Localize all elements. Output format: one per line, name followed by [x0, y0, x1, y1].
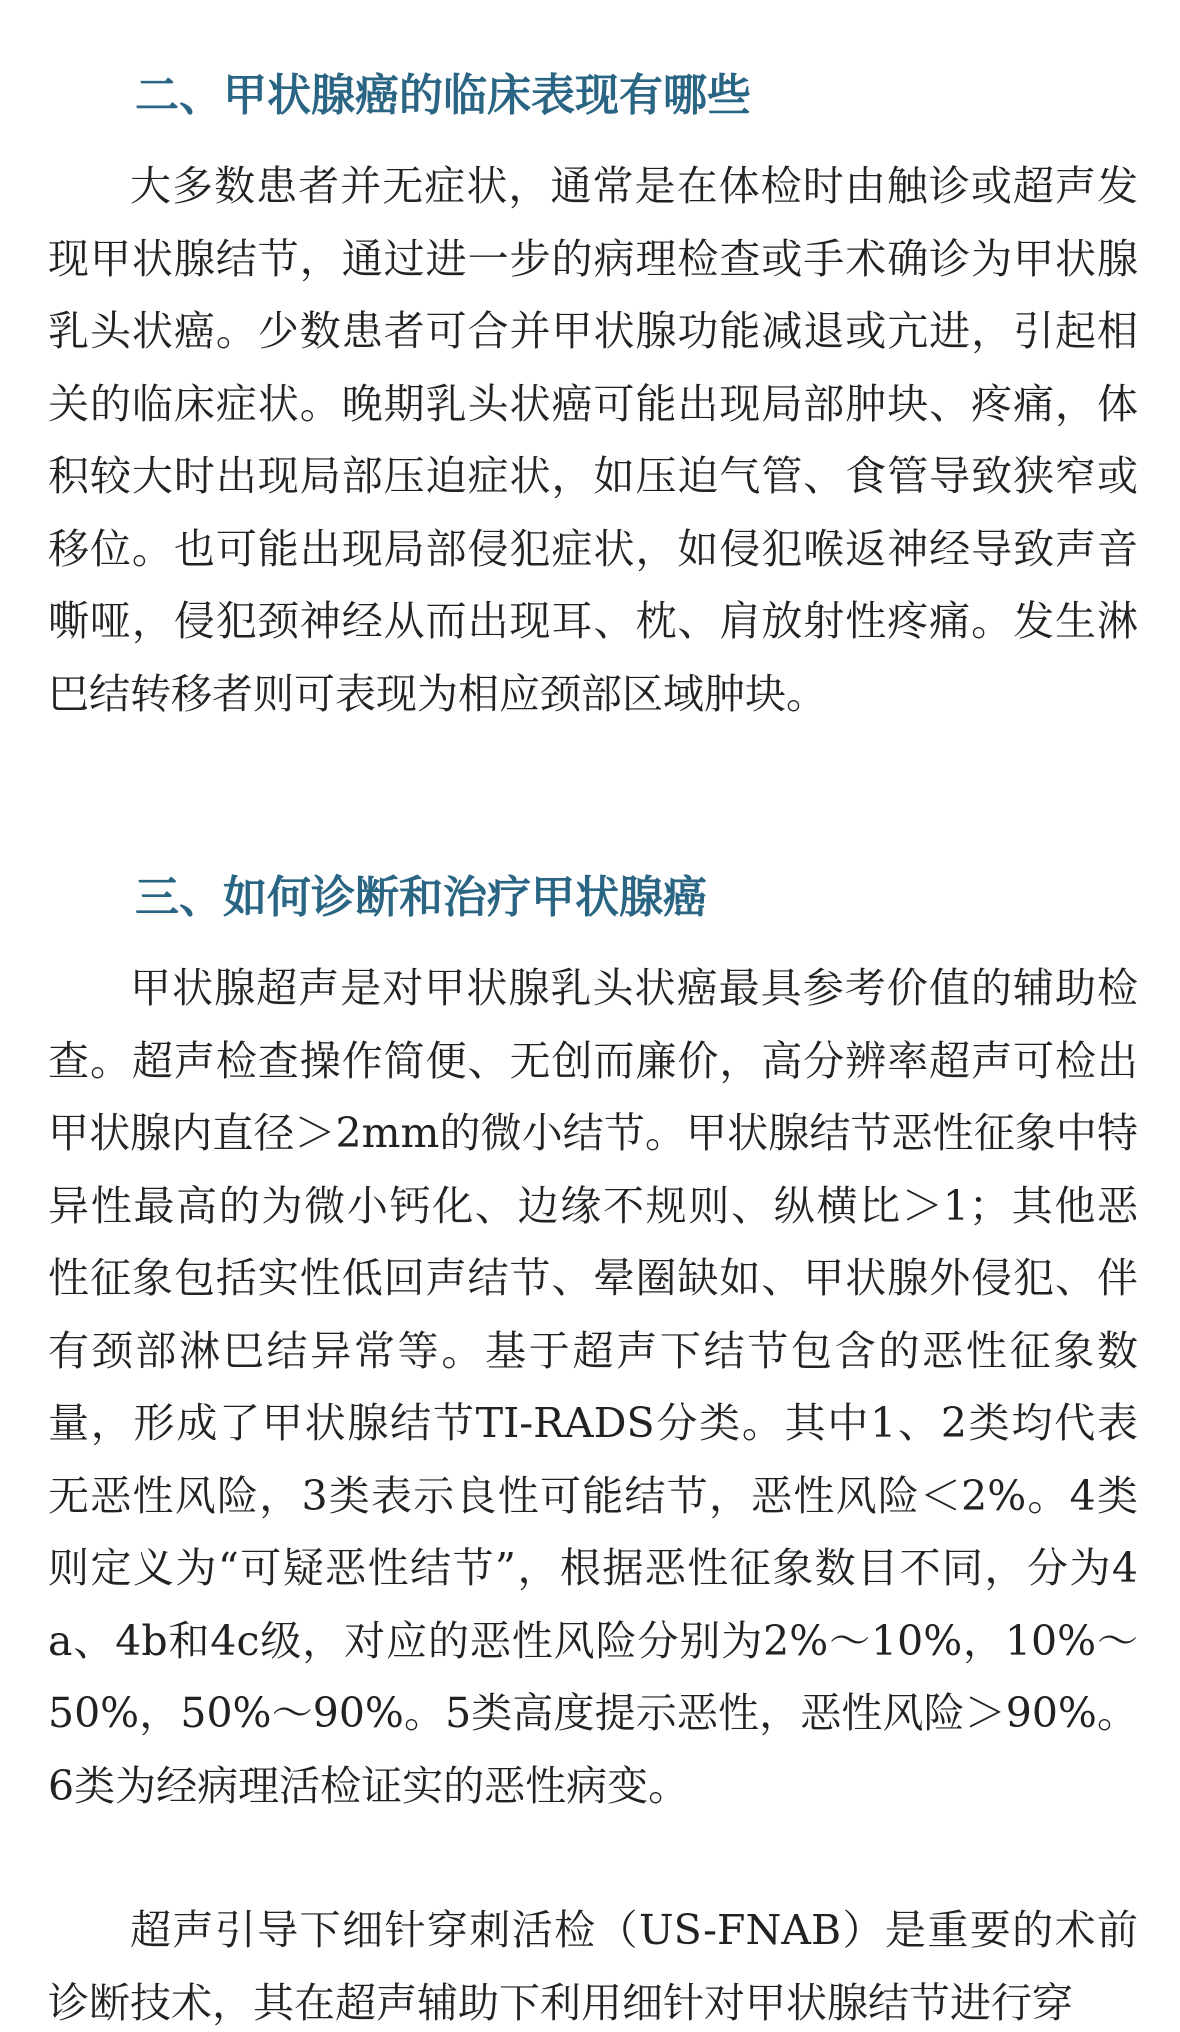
paragraph-ultrasound-diagnosis: 甲状腺超声是对甲状腺乳头状癌最具参考价值的辅助检查。超声检查操作简便、无创而廉价，高分辨率超声可检出甲状腺内直径＞2mm的微小结节。甲状腺结节恶性征象中特异性最高的为微小钙化、边缘不规则、纵横比＞1；其他恶性征象包括实性低回声结节、晕圈缺如、甲状腺外侵犯、伴有颈部淋巴结异常等。基于超声下结节包含的恶性征象数量，形成了甲状腺结节TI-RADS分类。其中1、2类均代表无恶性风险，3类表示良性可能结节，恶性风险＜2%。4类则定义为“可疑恶性结节”，根据恶性征象数目不同，分为4a、4b和4c级，对应的恶性风险分别为2%～10%，10%～50%，50%～90%。5类高度提示恶性，恶性风险＞90%。6类为经病理活检证实的恶性病变。: [48, 964, 1138, 1810]
paragraph-us-fnab: 超声引导下细针穿刺活检（US-FNAB）是重要的术前诊断技术，其在超声辅助下利用细针对甲状腺结节进行穿: [48, 1906, 1138, 2027]
section-heading-diagnosis-treatment: 三、如何诊断和治疗甲状腺癌: [135, 872, 707, 923]
section-heading-clinical-manifestations: 二、甲状腺癌的临床表现有哪些: [135, 70, 751, 121]
paragraph-clinical-manifestations: 大多数患者并无症状，通常是在体检时由触诊或超声发现甲状腺结节，通过进一步的病理检查或手术确诊为甲状腺乳头状癌。少数患者可合并甲状腺功能减退或亢进，引起相关的临床症状。晚期乳头状癌可能出现局部肿块、疼痛，体积较大时出现局部压迫症状，如压迫气管、食管导致狭窄或移位。也可能出现局部侵犯症状，如侵犯喉返神经导致声音嘶哑，侵犯颈神经从而出现耳、枕、肩放射性疼痛。发生淋巴结转移者则可表现为相应颈部区域肿块。: [48, 162, 1138, 718]
